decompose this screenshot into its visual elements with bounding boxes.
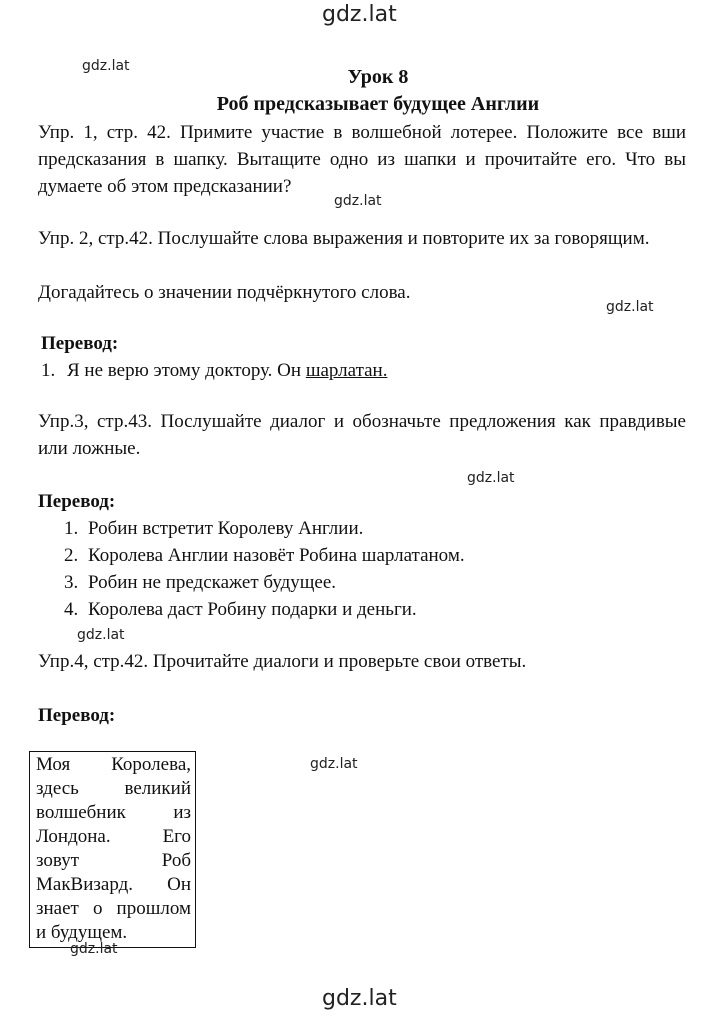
watermark: gdz.lat [322,986,397,1011]
item-text: Робин не предскажет будущее. [88,572,337,593]
translation-heading: Перевод: [41,333,119,354]
watermark: gdz.lat [467,470,515,486]
item-text: Робин встретит Королеву Англии. [88,518,364,539]
watermark: gdz.lat [82,58,130,74]
item-number: 3. [64,572,79,593]
lesson-title: Урок 8 [347,66,409,88]
item-text: Я не верю этому доктору. Он [67,360,306,381]
item-number: 4. [64,599,79,620]
translation-list [64,515,684,623]
underlined-word: шарлатан. [305,360,388,381]
exercise-1-text: Упр. 1, стр. 42. Примите участие в волшебной лотерее. Положите все вши предсказания в шапку. Вытащите одно из шапки и прочитайте его. Что вы думаете об этом предсказании? [38,122,686,197]
watermark: gdz.lat [606,299,654,315]
box-text-last: и будущем. [36,922,128,943]
translation-heading: Перевод: [38,491,116,512]
list-item [64,596,684,623]
exercise-3-text: Упр.3, стр.43. Послушайте диалог и обозначьте предложения как правдивые или ложные. [38,411,686,459]
watermark: gdz.lat [322,2,397,27]
box-text: Моя Королева, здесь великий волшебник из Лондона. Его зовут Роб МакВизард. Он знает о прошлом [36,754,191,919]
translation-heading: Перевод: [38,705,116,726]
lesson-subtitle: Роб предсказывает будущее Англии [216,93,540,115]
watermark: gdz.lat [310,756,358,772]
exercise-2-text: Упр. 2, стр.42. Послушайте слова выражения и повторите их за говорящим. [38,228,650,249]
exercise-2-text-2: Догадайтесь о значении подчёркнутого слова. [38,282,411,303]
item-number: 1. [64,518,79,539]
translation-item [41,357,681,384]
item-text: Королева Англии назовёт Робина шарлатаном. [88,545,465,566]
list-item [64,515,684,542]
watermark: gdz.lat [70,941,118,957]
watermark: gdz.lat [334,193,382,209]
exercise-4-text: Упр.4, стр.42. Прочитайте диалоги и проверьте свои ответы. [38,651,527,672]
list-item [64,542,684,569]
item-number: 2. [64,545,79,566]
item-number: 1. [41,360,56,381]
item-text: Королева даст Робину подарки и деньги. [88,599,417,620]
watermark: gdz.lat [77,627,125,643]
translation-box [29,751,196,948]
list-item [64,569,684,596]
